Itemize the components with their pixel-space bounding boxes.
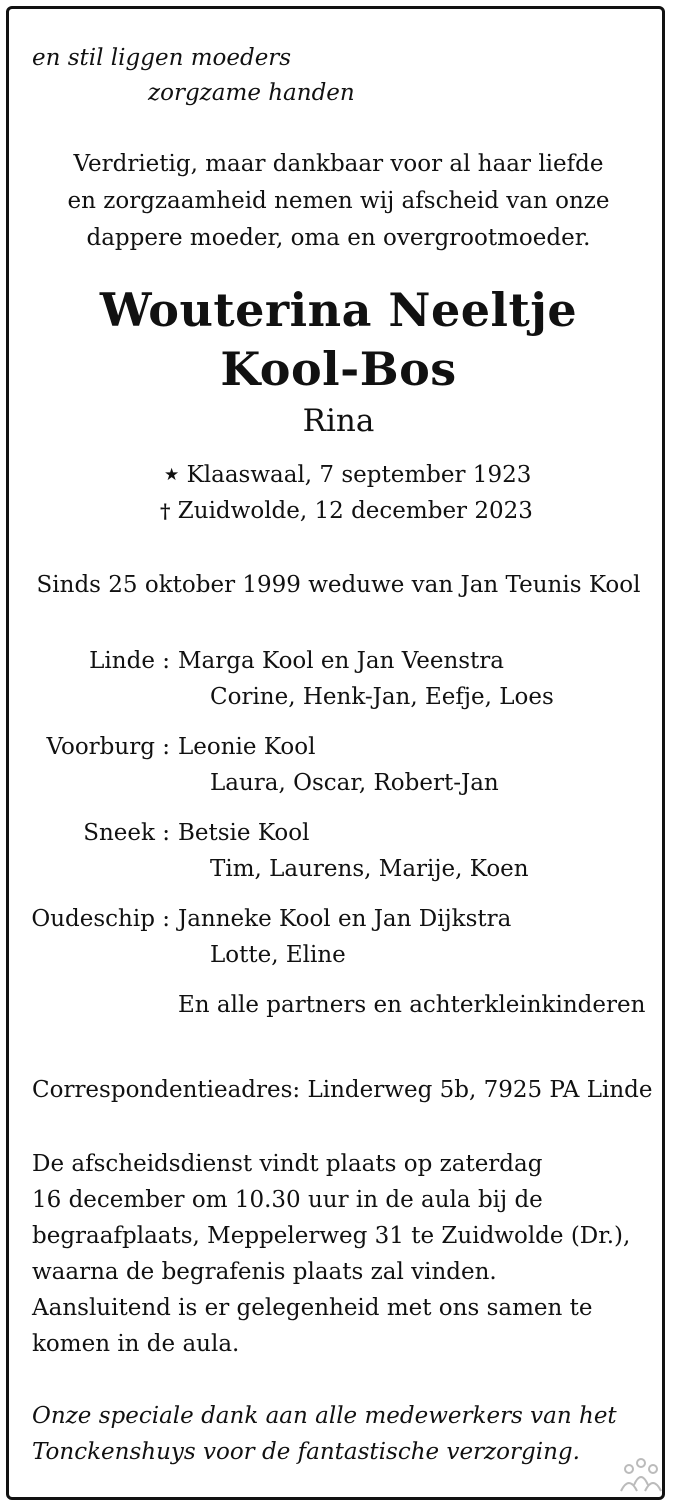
service-line: Aansluitend is er gelegenheid met ons samen te (32, 1295, 593, 1321)
family-place: Linde : (89, 648, 170, 674)
deceased-name-line-1: Wouterina Neeltje (99, 283, 578, 337)
star-icon: ★ (164, 465, 180, 485)
service-line: waarna de begrafenis plaats zal vinden. (32, 1259, 497, 1285)
family-children: Laura, Oscar, Robert-Jan (210, 770, 499, 796)
birth-line (164, 457, 531, 493)
family-parents: Marga Kool en Jan Veenstra (178, 648, 505, 674)
intro-line-2: en zorgzaamheid nemen wij afscheid van onze (67, 188, 610, 214)
intro-line-3: dappere moeder, oma en overgrootmoeder. (86, 225, 591, 251)
family-children: Corine, Henk-Jan, Eefje, Loes (210, 684, 554, 710)
birth-text: Klaaswaal, 7 september 1923 (186, 462, 532, 488)
thanks-line: Onze speciale dank aan alle medewerkers van het (32, 1403, 617, 1429)
thanks-line: Tonckenshuys voor de fantastische verzorging. (32, 1439, 580, 1465)
family-place: Oudeschip : (31, 906, 170, 932)
correspondence-address: Correspondentieadres: Linderweg 5b, 7925 PA Linde (32, 1077, 653, 1103)
family-parents: Betsie Kool (178, 820, 310, 846)
family-children: Lotte, Eline (210, 942, 346, 968)
intro-line-1: Verdrietig, maar dankbaar voor al haar liefde (73, 151, 604, 177)
widow-line: Sinds 25 oktober 1999 weduwe van Jan Teunis Kool (36, 572, 641, 598)
service-line: begraafplaats, Meppelerweg 31 te Zuidwolde (Dr.), (32, 1223, 631, 1249)
deceased-nickname: Rina (302, 403, 375, 439)
family-parents: Leonie Kool (178, 734, 316, 760)
family-place: Sneek : (83, 820, 170, 846)
deceased-name-line-2: Kool-Bos (220, 342, 457, 396)
family-parents: Janneke Kool en Jan Dijkstra (178, 906, 512, 932)
death-line (160, 493, 533, 529)
motto-line-2: zorgzame handen (148, 80, 355, 106)
service-line: De afscheidsdienst vindt plaats op zaterdag (32, 1151, 543, 1177)
motto-line-1: en stil liggen moeders (32, 45, 292, 71)
cross-icon: † (160, 499, 171, 523)
service-line: komen in de aula. (32, 1331, 240, 1357)
death-text: Zuidwolde, 12 december 2023 (177, 498, 533, 524)
people-logo-icon (618, 1455, 664, 1495)
family-children: Tim, Laurens, Marije, Koen (210, 856, 529, 882)
partners-line: En alle partners en achterkleinkinderen (178, 992, 646, 1018)
family-place: Voorburg : (46, 734, 170, 760)
service-line: 16 december om 10.30 uur in de aula bij de (32, 1187, 543, 1213)
